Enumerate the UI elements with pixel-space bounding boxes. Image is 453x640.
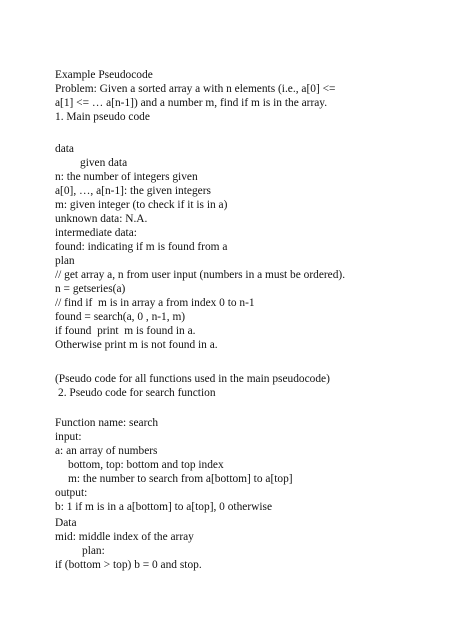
data-label: data — [55, 143, 74, 155]
code-line: if found print m is found in a. — [55, 325, 196, 337]
code-comment: // get array a, n from user input (numbers in a must be ordered). — [55, 269, 346, 281]
heading-example-pseudocode: Example Pseudocode — [55, 69, 153, 81]
text-line: found: indicating if m is found from a — [55, 241, 228, 253]
problem-line-2: a[1] <= … a[n-1]) and a number m, find if m is in the array. — [55, 97, 328, 109]
code-line: n = getseries(a) — [55, 283, 126, 295]
output-label: output: — [55, 487, 88, 499]
function-name-line: Function name: search — [55, 417, 159, 429]
text-line: m: given integer (to check if it is in a) — [55, 199, 228, 211]
text-line: b: 1 if m is in a a[bottom] to a[top], 0 otherwise — [55, 501, 273, 513]
text-line: bottom, top: bottom and top index — [68, 459, 224, 471]
input-label: input: — [55, 431, 82, 443]
code-comment: // find if m is in array a from index 0 to n-1 — [55, 297, 255, 309]
section-main-pseudo-code: 1. Main pseudo code — [55, 111, 150, 123]
text-line: a: an array of numbers — [55, 445, 158, 457]
plan-label: plan: — [82, 545, 105, 557]
text-line: unknown data: N.A. — [55, 213, 148, 225]
functions-note: (Pseudo code for all functions used in the main pseudocode) — [55, 373, 330, 385]
text-line: m: the number to search from a[bottom] to a[top] — [68, 473, 293, 485]
problem-line-1: Problem: Given a sorted array a with n elements (i.e., a[0] <= — [55, 83, 336, 95]
data-label: Data — [55, 517, 77, 529]
plan-label: plan — [55, 255, 75, 267]
text-line: a[0], …, a[n-1]: the given integers — [55, 185, 211, 197]
text-line: intermediate data: — [55, 227, 137, 239]
text-line: mid: middle index of the array — [55, 531, 194, 543]
code-line: found = search(a, 0 , n-1, m) — [55, 311, 186, 323]
section-search-function: 2. Pseudo code for search function — [58, 387, 216, 399]
text-line: n: the number of integers given — [55, 171, 198, 183]
code-line: Otherwise print m is not found in a. — [55, 339, 218, 351]
given-data-label: given data — [80, 157, 128, 169]
code-line: if (bottom > top) b = 0 and stop. — [55, 559, 202, 571]
